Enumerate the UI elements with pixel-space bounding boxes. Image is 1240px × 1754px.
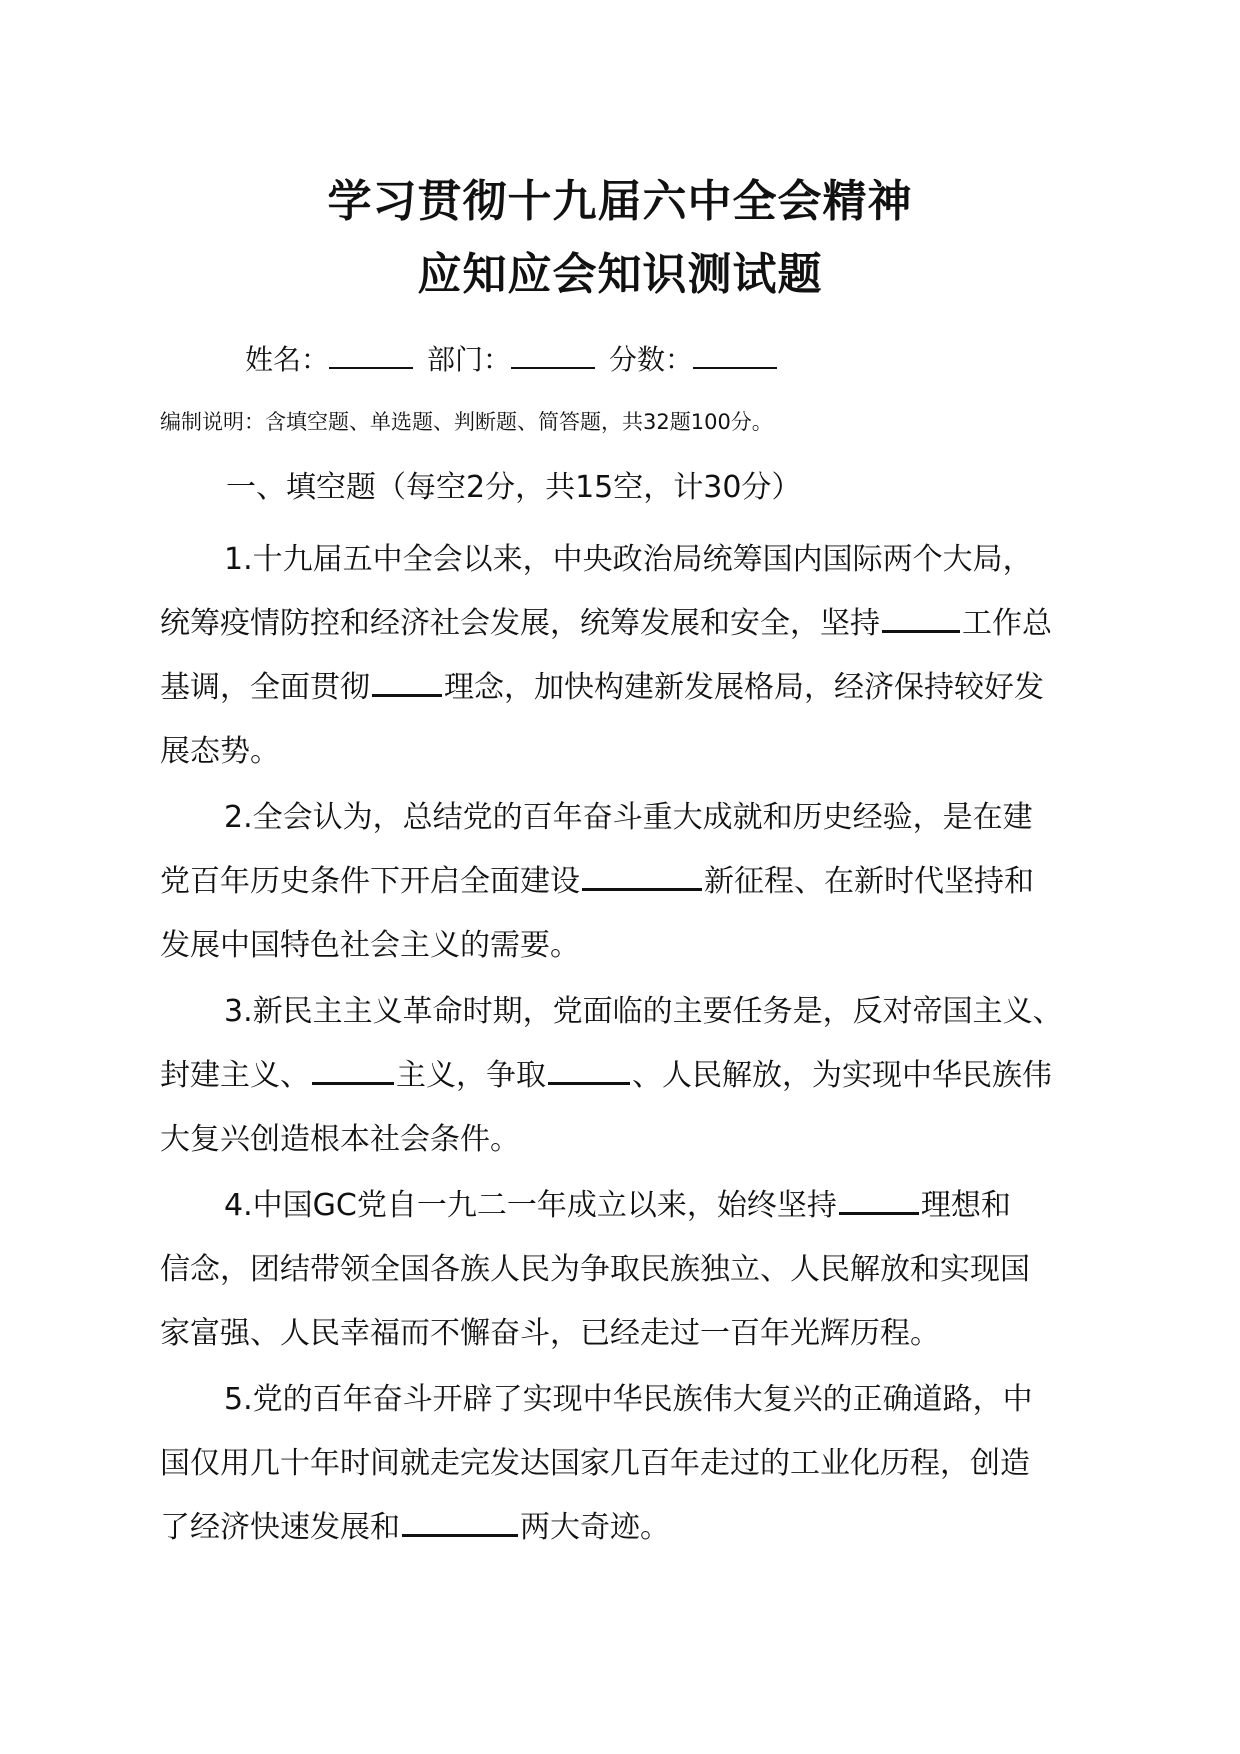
q2-line-3: 发展中国特色社会主义的需要。 (160, 928, 580, 963)
name-blank (329, 341, 413, 369)
q3-line-2 (160, 1044, 1105, 1108)
q5-line-1: 5.党的百年奋斗开辟了实现中华民族伟大复兴的正确道路，中 (224, 1382, 1033, 1417)
question-4 (160, 1174, 1105, 1366)
question-3 (160, 980, 1105, 1172)
q5-line-3 (160, 1496, 1105, 1560)
q1-text: 工作总 (962, 606, 1052, 641)
q4-blank-1 (839, 1182, 919, 1215)
q4-line-1 (160, 1174, 1105, 1238)
q1-text: 统筹疫情防控和经济社会发展，统筹发展和安全，坚持 (160, 606, 880, 641)
q1-line-4: 展态势。 (160, 734, 280, 769)
q2-line-2 (160, 850, 1105, 914)
q2-line-1: 2.全会认为，总结党的百年奋斗重大成就和历史经验，是在建 (224, 800, 1033, 835)
respondent-info-row (245, 338, 791, 378)
q3-text: 封建主义、 (160, 1058, 310, 1093)
section-heading-fill-in: 一、填空题（每空2分，共15空，计30分） (226, 470, 802, 505)
q3-text: 、人民解放，为实现中华民族伟 (632, 1058, 1052, 1093)
q5-text: 了经济快速发展和 (160, 1510, 400, 1545)
q1-line-3 (160, 656, 1105, 720)
score-label: 分数： (609, 343, 694, 376)
q5-blank-1 (402, 1504, 518, 1537)
q4-text: 4.中国GC党自一九二一年成立以来，始终坚持 (224, 1188, 837, 1223)
dept-label: 部门： (427, 343, 512, 376)
q2-text: 党百年历史条件下开启全面建设 (160, 864, 580, 899)
q3-blank-2 (548, 1052, 630, 1085)
q3-line-1: 3.新民主主义革命时期，党面临的主要任务是，反对帝国主义、 (224, 994, 1063, 1029)
q5-line-2: 国仅用几十年时间就走完发达国家几百年走过的工业化历程，创造 (160, 1446, 1030, 1481)
name-label: 姓名： (245, 343, 330, 376)
q1-blank-1 (882, 600, 960, 633)
q1-blank-2 (372, 664, 442, 697)
q2-blank-1 (582, 858, 702, 891)
compile-note: 编制说明：含填空题、单选题、判断题、简答题，共32题100分。 (160, 410, 773, 434)
q3-blank-1 (312, 1052, 394, 1085)
q5-text: 两大奇迹。 (520, 1510, 670, 1545)
q4-line-3: 家富强、人民幸福而不懈奋斗，已经走过一百年光辉历程。 (160, 1316, 940, 1351)
title-line-1: 学习贯彻十九届六中全会精神 (327, 176, 913, 227)
q4-line-2: 信念，团结带领全国各族人民为争取民族独立、人民解放和实现国 (160, 1252, 1030, 1287)
q1-text: 基调，全面贯彻 (160, 670, 370, 705)
q3-line-3: 大复兴创造根本社会条件。 (160, 1122, 520, 1157)
q4-text: 理想和 (920, 1188, 1011, 1223)
question-2 (160, 786, 1105, 978)
question-1 (160, 528, 1105, 784)
q1-text: 理念，加快构建新发展格局，经济保持较好发 (444, 670, 1044, 705)
q2-text: 新征程、在新时代坚持和 (704, 864, 1034, 899)
q3-text: 主义，争取 (396, 1058, 546, 1093)
score-blank (693, 341, 777, 369)
dept-blank (511, 341, 595, 369)
question-5 (160, 1368, 1105, 1560)
title-line-2: 应知应会知识测试题 (417, 249, 823, 300)
q1-line-2 (160, 592, 1105, 656)
q1-line-1: 1.十九届五中全会以来，中央政治局统筹国内国际两个大局， (224, 542, 1033, 577)
